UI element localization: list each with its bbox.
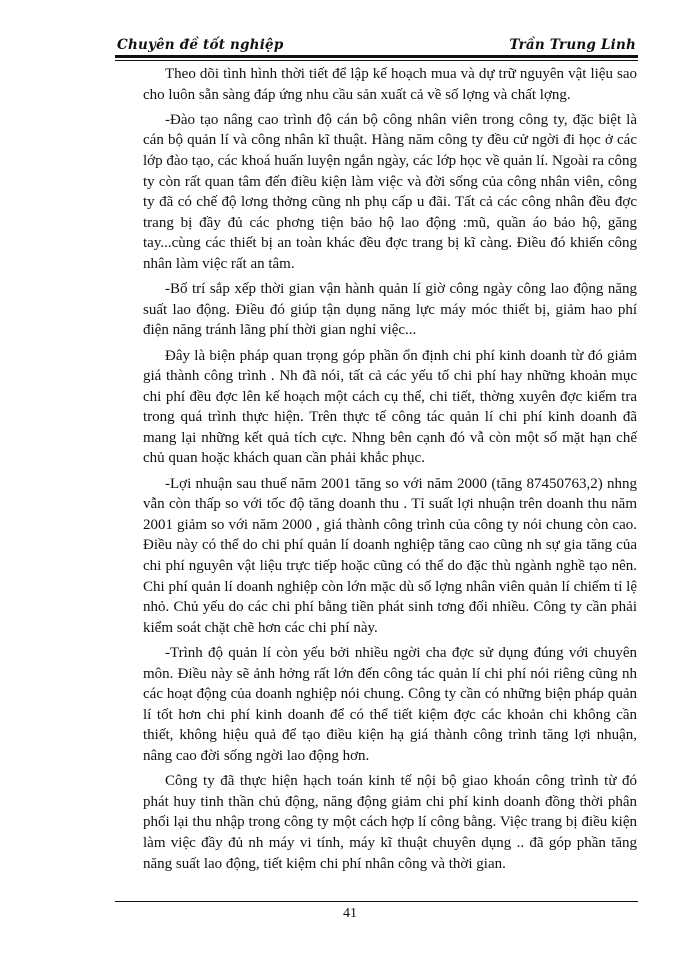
footer-rule [115, 901, 638, 902]
paragraph-1: Theo dõi tình hình thời tiết để lập kế hoạch mua và dự trữ nguyên vật liệu sao cho luôn sẵn sàng đáp ứng nhu cầu sản xuất cả về số lợng và chất lợng. [143, 66, 637, 103]
header-rule-thin [115, 60, 638, 61]
page-number: 41 [343, 906, 357, 921]
header-rule-thick [115, 55, 638, 58]
header-author-name: Trần Trung Linh [509, 37, 636, 53]
paragraph-5: -Lợi nhuận sau thuế năm 2001 tăng so với năm 2000 (tăng 87450763,2) nhng vẫn còn thấp so với tốc độ tăng doanh thu . Tỉ suất lợi nhuận trên doanh thu năm 2001 giảm so với năm 2000 , giá thành công trình của công ty nói chung còn cao. Điều này có thể do chi phí quản lí doanh nghiệp tăng cao cũng nh sự gia tăng của chi phí nguyên vật liệu trực tiếp hoặc cũng có thể do đặc thù ngành nghề tạo nên. Chi phí quản lí doanh nghiệp còn lớn mặc dù số lợng nhân viên quản lí chiếm tỉ lệ nhỏ. Chủ yếu do các chi phí bằng tiền phát sinh tơng đối nhiều. Công ty cần phải kiểm soát chặt chẽ hơn các chi phí này. [143, 475, 637, 636]
document-body [143, 64, 637, 879]
paragraph-3: -Bố trí sắp xếp thời gian vận hành quản lí giờ công ngày công lao động năng suất lao động. Điều đó giúp tận dụng năng lực máy móc thiết bị, giảm hao phí điện năng tránh lãng phí thời gian nghỉ việc... [143, 281, 637, 339]
paragraph-4: Đây là biện pháp quan trọng góp phần ổn định chi phí kinh doanh từ đó giảm giá thành công trình . Nh đã nói, tất cả các yếu tố chi phí hay những khoản mục chi phí đều đợc lên kế hoạch một cách cụ thể, chi tiết, thờng xuyên đợc kiểm tra trong quá trình thực hiện. Trên thực tế công tác quản lí chi phí kinh doanh đã mang lại những kết quả tích cực. Nhng bên cạnh đó vẫ còn một số mặt hạn chế chủ quan hoặc khách quan cần phải khắc phục. [143, 347, 637, 467]
page-header [115, 33, 638, 57]
paragraph-2: -Đào tạo nâng cao trình độ cán bộ công nhân viên trong công ty, đặc biệt là cán bộ quản lí và công nhân kĩ thuật. Hàng năm công ty đều cử ngời đi học ở các lớp đào tạo, các khoá huấn luyện ngắn ngày, các lớp học về quản lí. Ngoài ra công ty còn rất quan tâm đến điều kiện làm việc và đời sống của công nhân viên, công ty đã có chế độ lơng thởng cũng nh phụ cấp u đãi. Tất cả các công nhân đều đợc trang bị đầy đủ các phơng tiện bảo hộ lao động :mũ, quần áo bảo hộ, găng tay...cùng các thiết bị an toàn khác đều đợc trang bị kĩ càng. Điều đó khiến công nhân làm việc rất an tâm. [143, 111, 637, 272]
paragraph-7: Công ty đã thực hiện hạch toán kinh tế nội bộ giao khoán công trình từ đó phát huy tinh thần chủ động, năng động giảm chi phí kinh doanh đồng thời phân phối lại thu nhập trong công ty một cách hợp lí công bằng. Việc trang bị điều kiện làm việc đầy đủ nh máy vi tính, máy kĩ thuật chuyên dụng .. đã góp phần tăng năng suất lao động, tiết kiệm chi phí nhân công và thời gian. [143, 773, 637, 872]
header-document-title: Chuyên đề tốt nghiệp [117, 37, 284, 53]
paragraph-6: -Trình độ quản lí còn yếu bởi nhiều ngời cha đợc sử dụng đúng với chuyên môn. Điều này sẽ ảnh hởng rất lớn đến công tác quản lí chi phí nói riêng cũng nh các hoạt động của doanh nghiệp nói chung. Công ty cần có những biện pháp quản lí tốt hơn chi phí kinh doanh để có thể tiết kiệm đợc các khoản chi không cần thiết, không hiệu quả để tạo điều kiện hạ giá thành công trình tăng lợi nhuận, nâng cao đời sống ngời lao động hơn. [143, 645, 637, 764]
